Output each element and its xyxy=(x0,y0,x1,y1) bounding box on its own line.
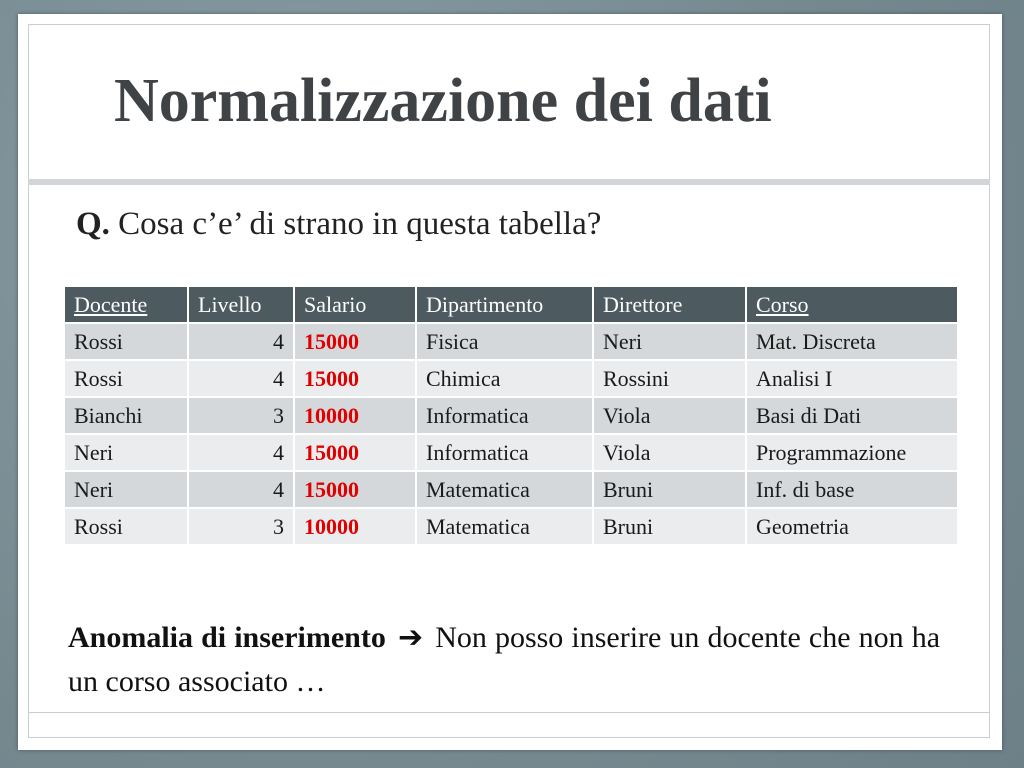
data-table xyxy=(63,285,959,546)
cell-livello: 3 xyxy=(188,508,294,545)
cell-livello: 4 xyxy=(188,471,294,508)
cell-direttore: Viola xyxy=(593,397,746,434)
table-row xyxy=(64,360,958,397)
cell-docente: Rossi xyxy=(64,508,188,545)
cell-salario: 15000 xyxy=(294,434,416,471)
header-livello: Livello xyxy=(188,286,294,323)
slide xyxy=(18,14,1002,750)
cell-direttore: Neri xyxy=(593,323,746,360)
cell-direttore: Bruni xyxy=(593,471,746,508)
cell-docente: Rossi xyxy=(64,323,188,360)
header-corso: Corso xyxy=(746,286,958,323)
table-row xyxy=(64,323,958,360)
cell-corso: Mat. Discreta xyxy=(746,323,958,360)
cell-corso: Programmazione xyxy=(746,434,958,471)
cell-livello: 4 xyxy=(188,323,294,360)
question-prefix: Q. xyxy=(76,206,110,242)
cell-corso: Geometria xyxy=(746,508,958,545)
question xyxy=(76,206,601,243)
cell-salario: 15000 xyxy=(294,323,416,360)
cell-direttore: Bruni xyxy=(593,508,746,545)
cell-salario: 15000 xyxy=(294,360,416,397)
page-title: Normalizzazione dei dati xyxy=(114,67,772,135)
header-direttore: Direttore xyxy=(593,286,746,323)
cell-docente: Neri xyxy=(64,471,188,508)
right-arrow-icon: ➔ xyxy=(397,620,424,655)
table-row xyxy=(64,508,958,545)
title-divider xyxy=(28,179,990,185)
cell-dipartimento: Informatica xyxy=(416,434,593,471)
cell-dipartimento: Chimica xyxy=(416,360,593,397)
table-row xyxy=(64,397,958,434)
question-text: Cosa c’e’ di strano in questa tabella? xyxy=(118,206,602,242)
cell-docente: Neri xyxy=(64,434,188,471)
cell-livello: 4 xyxy=(188,360,294,397)
table-header-row xyxy=(64,286,958,323)
table-row xyxy=(64,471,958,508)
cell-dipartimento: Informatica xyxy=(416,397,593,434)
cell-salario: 10000 xyxy=(294,397,416,434)
cell-salario: 15000 xyxy=(294,471,416,508)
cell-docente: Bianchi xyxy=(64,397,188,434)
cell-corso: Basi di Dati xyxy=(746,397,958,434)
header-dipartimento: Dipartimento xyxy=(416,286,593,323)
anomaly-label: Anomalia di inserimento xyxy=(68,621,386,654)
cell-livello: 3 xyxy=(188,397,294,434)
anomaly-text: Non posso inserire un docente che non ha un corso associato … xyxy=(68,621,941,698)
cell-docente: Rossi xyxy=(64,360,188,397)
header-docente: Docente xyxy=(64,286,188,323)
cell-corso: Inf. di base xyxy=(746,471,958,508)
cell-salario: 10000 xyxy=(294,508,416,545)
header-salario: Salario xyxy=(294,286,416,323)
table-row xyxy=(64,434,958,471)
cell-direttore: Rossini xyxy=(593,360,746,397)
footer-divider xyxy=(28,712,990,713)
cell-direttore: Viola xyxy=(593,434,746,471)
cell-dipartimento: Fisica xyxy=(416,323,593,360)
cell-dipartimento: Matematica xyxy=(416,471,593,508)
cell-corso: Analisi I xyxy=(746,360,958,397)
cell-dipartimento: Matematica xyxy=(416,508,593,545)
cell-livello: 4 xyxy=(188,434,294,471)
anomaly-paragraph xyxy=(68,616,940,704)
